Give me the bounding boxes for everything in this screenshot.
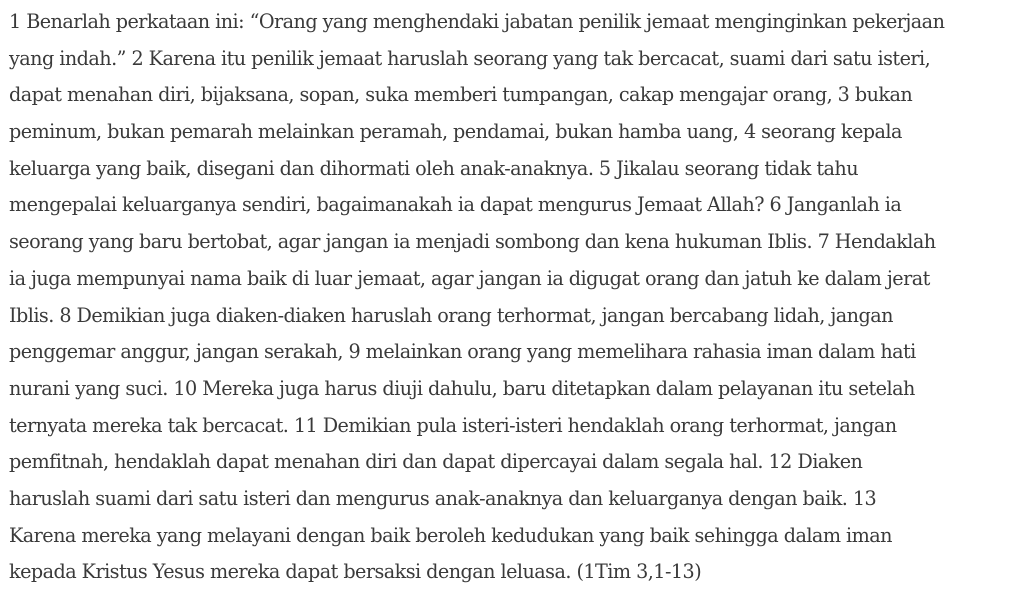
passage-line: penggemar anggur, jangan serakah, 9 melainkan orang yang memelihara rahasia iman dalam hati bbox=[9, 340, 916, 364]
passage-line: Iblis. 8 Demikian juga diaken-diaken haruslah orang terhormat, jangan bercabang lidah, jangan bbox=[9, 303, 893, 327]
passage-line: ia juga mempunyai nama baik di luar jemaat, agar jangan ia digugat orang dan jatuh ke dalam jerat bbox=[9, 266, 930, 290]
passage-line: keluarga yang baik, disegani dan dihormati oleh anak-anaknya. 5 Jikalau seorang tidak tahu bbox=[9, 156, 859, 180]
passage-line: pemfitnah, hendaklah dapat menahan diri dan dapat dipercayai dalam segala hal. 12 Diaken bbox=[9, 450, 863, 474]
passage-line: kepada Kristus Yesus mereka dapat bersaksi dengan leluasa. (1Tim 3,1-13) bbox=[9, 560, 702, 584]
passage-line: peminum, bukan pemarah melainkan peramah, pendamai, bukan hamba uang, 4 seorang kepala bbox=[9, 120, 902, 144]
passage-line: haruslah suami dari satu isteri dan mengurus anak-anaknya dan keluarganya dengan baik. 13 bbox=[9, 486, 877, 510]
passage-line: seorang yang baru bertobat, agar jangan ia menjadi sombong dan kena hukuman Iblis. 7 Hendaklah bbox=[9, 230, 936, 254]
passage-line: mengepalai keluarganya sendiri, bagaimanakah ia dapat mengurus Jemaat Allah? 6 Janganlah ia bbox=[9, 193, 902, 217]
scripture-passage bbox=[9, 4, 1014, 591]
passage-line: nurani yang suci. 10 Mereka juga harus diuji dahulu, baru ditetapkan dalam pelayanan itu setelah bbox=[9, 376, 915, 400]
passage-line: Karena mereka yang melayani dengan baik beroleh kedudukan yang baik sehingga dalam iman bbox=[9, 523, 892, 547]
passage-line: ternyata mereka tak bercacat. 11 Demikian pula isteri-isteri hendaklah orang terhormat, jangan bbox=[9, 413, 897, 437]
passage-line: 1 Benarlah perkataan ini: “Orang yang menghendaki jabatan penilik jemaat menginginkan pekerjaan bbox=[9, 10, 945, 33]
passage-line: yang indah.” 2 Karena itu penilik jemaat haruslah seorang yang tak bercacat, suami dari satu isteri, bbox=[9, 46, 931, 70]
passage-line: dapat menahan diri, bijaksana, sopan, suka memberi tumpangan, cakap mengajar orang, 3 bukan bbox=[9, 83, 913, 107]
